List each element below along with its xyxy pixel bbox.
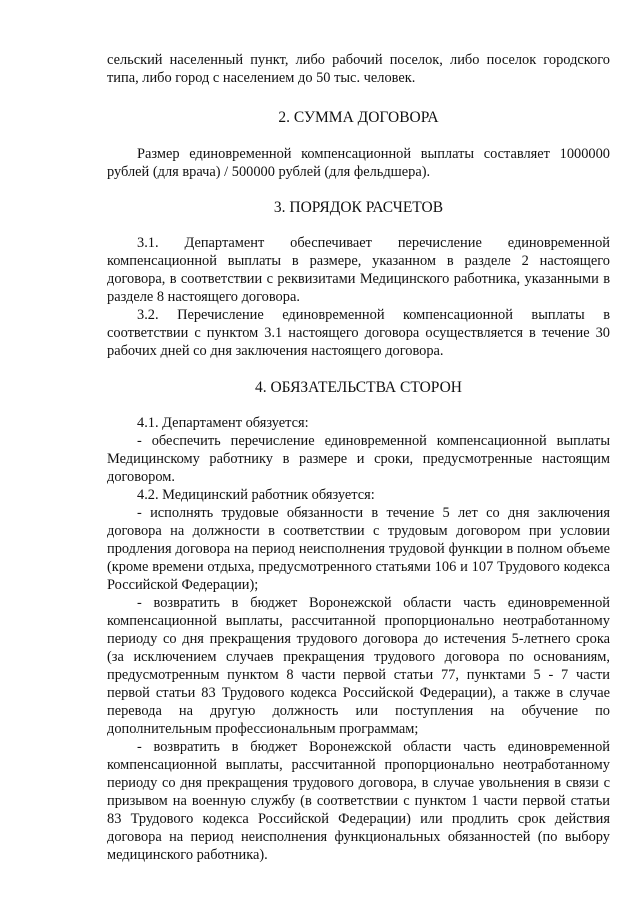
clause-4-2: 4.2. Медицинский работник обязуется:: [137, 487, 375, 503]
clause-4-1-item: - обеспечить перечисление единовременной компенсационной выплаты Медицинскому работнику в размере и сроки, предусмотренные настоящим договором.: [107, 433, 610, 485]
clause-4-2-item-3: - возвратить в бюджет Воронежской области часть единовременной компенсационной выплаты, рассчитанной пропорционально неотработанному периоду со дня прекращения трудового договора, в случае увольнения в связи с призывом на военную службу (в соответствии с пунктом 1 части первой статьи 83 Трудового кодекса Российской Федерации) или продлить срок действия договора на период неисполнения функциональных обязанностей (по выбору медицинского работника).: [107, 739, 610, 863]
clause-3-2: 3.2. Перечисление единовременной компенсационной выплаты в соответствии с пунктом 3.1 настоящего договора осуществляется в течение 30 рабочих дней со дня заключения настоящего договора.: [107, 307, 610, 359]
clause-4-1: 4.1. Департамент обязуется:: [137, 415, 309, 431]
section-3-heading: 3. ПОРЯДОК РАСЧЕТОВ: [273, 199, 444, 216]
section-2-text: Размер единовременной компенсационной выплаты составляет 1000000 рублей (для врача) / 500000 рублей (для фельдшера).: [107, 146, 610, 180]
clause-4-2-item-1: - исполнять трудовые обязанности в течение 5 лет со дня заключения договора на должности в соответствии с трудовым договором при условии продления договора на период неисполнения трудовой функции в полном объеме (кроме времени отдыха, предусмотренного статьями 106 и 107 Трудового кодекса Российской Федерации);: [107, 505, 610, 593]
clause-3-1: 3.1. Департамент обеспечивает перечисление единовременной компенсационной выплаты в размере, указанном в разделе 2 настоящего договора, в соответствии с реквизитами Медицинского работника, указанными в разделе 8 настоящего договора.: [107, 235, 610, 305]
section-4-heading: 4. ОБЯЗАТЕЛЬСТВА СТОРОН: [254, 379, 462, 396]
clause-4-2-item-2: - возвратить в бюджет Воронежской области часть единовременной компенсационной выплаты, рассчитанной пропорционально неотработанному периоду со дня прекращения трудового договора до истечения 5-летнего срока (за исключением случаев прекращения трудового договора по основаниям, предусмотренным пунктом 8 части первой статьи 77, пунктами 5 - 7 части первой статьи 83 Трудового кодекса Российской Федерации), а также в случае перевода на другую должность или поступления на обучение по дополнительным профессиональным программам;: [107, 595, 610, 737]
intro-paragraph: сельский населенный пункт, либо рабочий поселок, либо поселок городского типа, либо город с населением до 50 тыс. человек.: [107, 52, 610, 86]
section-2-heading: 2. СУММА ДОГОВОРА: [278, 109, 439, 126]
